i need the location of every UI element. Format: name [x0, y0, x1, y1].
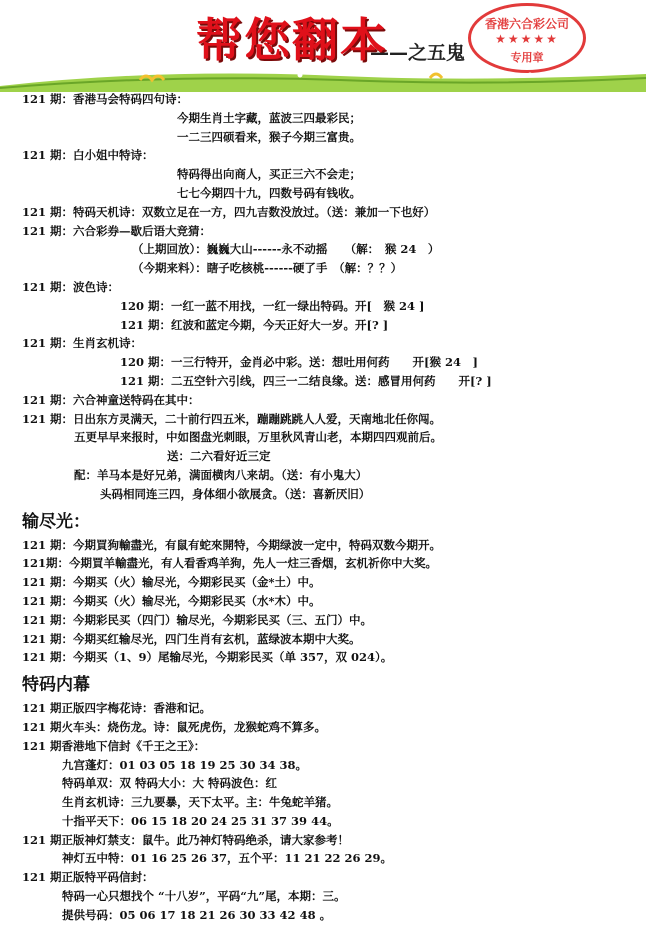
text-line: 120 期：一红一蓝不用找，一红一绿出特码。开[ 猴 24 ] [120, 298, 425, 313]
stamp-stars: ★★★★★ [495, 32, 559, 46]
text-line: 121 期：六合神童送特码在其中： [22, 392, 200, 407]
page-header [0, 0, 646, 92]
text-line: 121 期：今期买（火）输尽光，今期彩民买（金*土）中。 [22, 575, 321, 590]
text-line: 121 期：六合彩券—歇后语大竞猜： [22, 223, 212, 238]
text-line: 121 期：今期買狗輸盡光，有鼠有蛇來開特，今期绿波一定中，特码双数今期开。 [22, 537, 442, 552]
text-line: 特码得出向商人，买正三六不会走； [177, 167, 361, 182]
text-line: 121 期：白小姐中特诗： [22, 148, 154, 163]
page-subtitle: ——之五鬼 [370, 42, 466, 64]
text-line: 121 期火车头：烧伤龙。诗：鼠死虎伤，龙猴蛇鸡不算多。 [22, 719, 327, 734]
page-title: 帮您翻本 [196, 13, 388, 67]
text-line: 七七今期四十九，四数号码有钱收。 [177, 185, 361, 200]
text-line: 特码一心只想找个 “十八岁”，平码“九”尾，本期：三。 [62, 889, 346, 904]
text-line: 121 期：红波和蓝定今期，今天正好大一岁。开[? ] [120, 317, 389, 332]
grass-banner-decoration [0, 66, 646, 92]
text-line: 一二三四硕看来，猴子今期三富贵。 [177, 129, 361, 144]
text-line: 121 期：香港马会特码四句诗： [22, 92, 189, 106]
seal-stamp [468, 3, 586, 73]
text-line: 提供号码：05 06 17 18 21 26 30 33 42 48 。 [62, 907, 332, 922]
text-line: （今期来料）：瞎子吃核桃------硬了手 （解：？？） [132, 261, 403, 276]
text-line: 121 期：今期买（火）输尽光，今期彩民买（水*木）中。 [22, 593, 321, 608]
text-line: 121 期：今期买红输尽光，四门生肖有玄机，蓝绿波本期中大奖。 [22, 631, 361, 646]
text-line: 五更早早来报时，中如图盘光刺眼，万里秋风青山老，本期四四观前后。 [74, 430, 442, 445]
text-line: 送：二六看好近三定 [167, 449, 271, 464]
prediction-block-3 [22, 699, 632, 925]
text-line: 121 期正版四字梅花诗：香港和记。 [22, 701, 212, 716]
section-heading-lose-all: 输尽光： [22, 511, 90, 532]
text-line: 121期：今期買羊輸盡光，有人看香鸡羊狗，先人一炷三香烟，玄机祈你中大奖。 [22, 556, 438, 571]
text-line: 头码相同连三四，身体细小欲展贪。（送：喜新厌旧） [100, 486, 371, 501]
text-line: 121 期：生肖玄机诗： [22, 336, 143, 351]
text-line: 特码单双：双 特码大小：大 特码波色：红 [62, 776, 278, 791]
text-line: 121 期：特码天机诗：双数立足在一方，四九吉数没放过。（送：兼加一下也好） [22, 204, 436, 219]
text-line: 今期生肖土字藏，蓝波三四最彩民； [177, 110, 361, 125]
text-line: 生肖玄机诗：三九要暴，天下太平。主：牛兔蛇羊猪。 [62, 795, 338, 810]
text-line: 121 期正版特平码信封： [22, 870, 154, 885]
text-line: 121 期：波色诗： [22, 279, 120, 294]
text-line: 121 期：今期彩民买（四门）输尽光，今期彩民买（三、五门）中。 [22, 612, 373, 627]
text-line: 121 期：今期买（1、9）尾输尽光，今期彩民买（单 357，双 024）。 [22, 650, 393, 665]
text-line: 九宫蓬灯：01 03 05 18 19 25 30 34 38。 [62, 757, 308, 772]
stamp-bottom-text: 专用章 [510, 51, 544, 64]
text-line: 121 期正版神灯禁支：鼠牛。此乃神灯特码绝杀，请大家参考！ [22, 832, 350, 847]
text-line: 121 期：二五空针六引线，四三一二结良缘。送：感冒用何药 开[? ] [120, 373, 492, 388]
stamp-top-text: 香港六合彩公司 [484, 17, 569, 31]
text-line: 121 期香港地下信封《千王之王》： [22, 738, 206, 753]
text-line: 神灯五中特：01 16 25 26 37，五个平：11 21 22 26 29。 [62, 851, 393, 866]
prediction-block-1 [22, 90, 632, 504]
text-line: 120 期：一三行特开，金肖必中彩。送：想吐用何药 开[猴 24 ] [120, 355, 478, 370]
text-line: （上期回放）：巍巍大山------永不动摇 （解： 猴 24 ） [132, 242, 440, 257]
text-line: 十指平天下：06 15 18 20 24 25 31 37 39 44。 [62, 813, 339, 828]
content-area [22, 90, 632, 925]
text-line: 121 期：日出东方灵满天，二十前行四五米，蹦蹦跳跳人人爱，天南地北任你闯。 [22, 411, 442, 426]
text-line: 配：羊马本是好兄弟，满面横肉八来胡。（送：有小鬼大） [74, 467, 368, 482]
section-heading-insider: 特码内幕 [22, 675, 90, 696]
prediction-block-2 [22, 536, 632, 668]
